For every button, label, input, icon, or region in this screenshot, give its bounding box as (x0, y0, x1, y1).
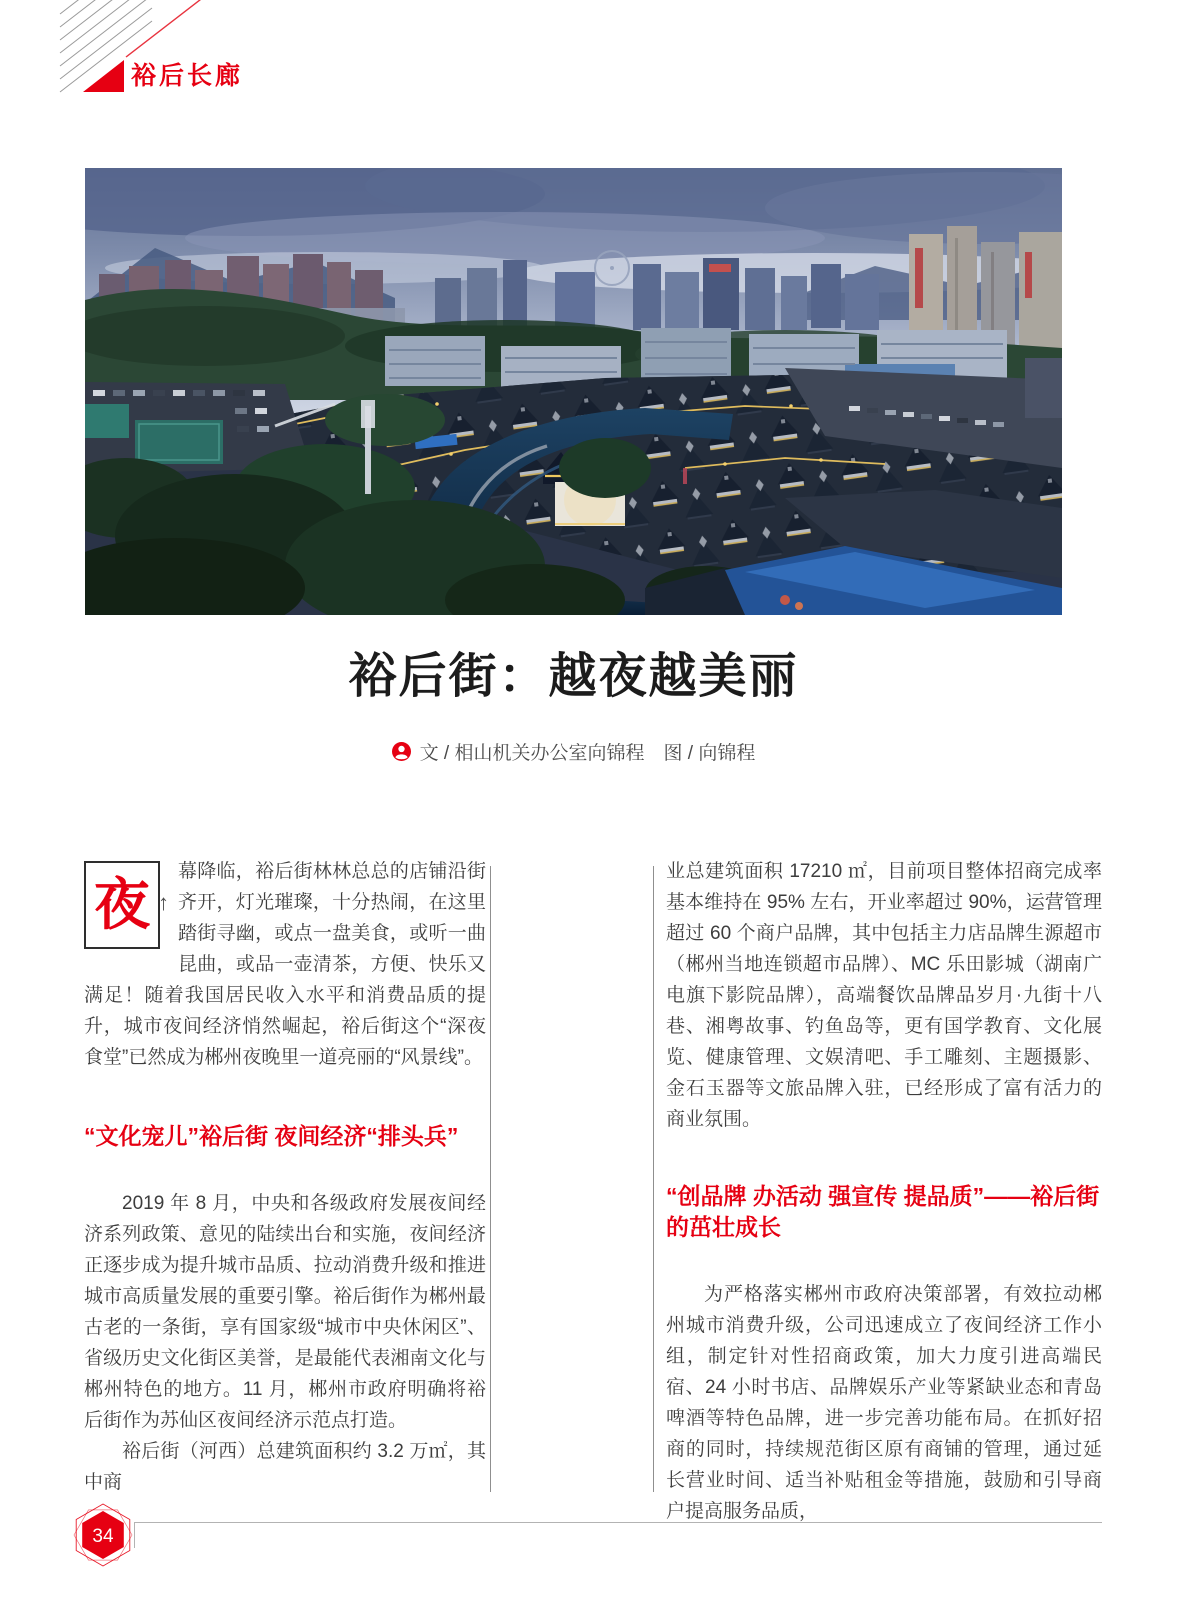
hero-photo-illustration (85, 168, 1062, 615)
column-rule-right (653, 866, 654, 1492)
dropcap-box (84, 861, 160, 949)
page-number: 34 (92, 1526, 114, 1547)
byline (85, 738, 1062, 765)
hero-photo (85, 168, 1062, 615)
column-left (84, 856, 486, 1498)
section2-paragraph: 为严格落实郴州市政府决策部署，有效拉动郴州城市消费升级，公司迅速成立了夜间经济工作小组，制定针对性招商政策，加大力度引进高端民宿、24 小时书店、品牌娱乐产业等紧缺业态和青岛啤酒等特色品牌，进一步完善功能布局。在抓好招商的同时，持续规范街区原有商铺的管理，通过延长营业时间、适当补贴租金等措施，鼓励和引导商户提高服务品质， (666, 1284, 1102, 1522)
intro-paragraph (84, 856, 486, 1073)
section1-paragraph-1: 2019 年 8 月，中央和各级政府发展夜间经济系列政策、意见的陆续出台和实施，夜间经济正逐步成为提升城市品质、拉动消费升级和推进城市高质量发展的重要引擎。裕后街作为郴州最古老的一条街，享有国家级“城市中央休闲区”、省级历史文化街区美誉，是最能代表湘南文化与郴州特色的地方。11 月，郴州市政府明确将裕后街作为苏仙区夜间经济示范点打造。 (84, 1193, 486, 1431)
section1-heading: “文化宠儿”裕后街 夜间经济“排头兵” (84, 1123, 459, 1149)
dropcap-arrow-icon: ↑ (158, 890, 169, 915)
article-title: 裕后街：越夜越美丽 (348, 650, 799, 703)
dropcap-char: 夜 (94, 873, 150, 936)
intro-text: 幕降临，裕后街林林总总的店铺沿街齐开，灯光璀璨，十分热闹，在这里踏街寻幽，或点一盘美食，或听一曲昆曲，或品一壶清茶，方便、快乐又满足！随着我国居民收入水平和消费品质的提升，城市夜间经济悄然崛起，裕后街这个“深夜食堂”已然成为郴州夜晚里一道亮丽的“风景线”。 (84, 861, 486, 1068)
section2-heading: “创品牌 办活动 强宣传 提品质”——裕后街的茁壮成长 (666, 1183, 1100, 1240)
column-rule-left (490, 866, 491, 1492)
byline-author-icon (392, 742, 411, 761)
page-number-badge (70, 1502, 136, 1568)
byline-text: 文 / 相山机关办公室向锦程 图 / 向锦程 (419, 743, 756, 764)
column-right (666, 856, 1102, 1527)
column2-paragraph: 业总建筑面积 17210 ㎡，目前项目整体招商完成率基本维持在 95% 左右，开业率超过 90%，运营管理超过 60 个商户品牌，其中包括主力店品牌生源超市（郴州当地连锁超市品牌）、MC 乐田影城（湖南广电旗下影院品牌），高端餐饮品牌品岁月·九街十八巷、湘粤故事、钓鱼岛等，更有国学教育、文化展览、健康管理、文娱清吧、手工雕刻、主题摄影、金石玉器等文旅品牌入驻，已经形成了富有活力的商业氛围。 (666, 861, 1102, 1130)
footer-rule (134, 1522, 1102, 1523)
section-label: 裕后长廊 (131, 62, 244, 90)
corner-red-line (126, 0, 218, 57)
corner-red-triangle (83, 60, 124, 92)
section1-paragraph-2: 裕后街（河西）总建筑面积约 3.2 万㎡，其中商 (84, 1441, 486, 1493)
